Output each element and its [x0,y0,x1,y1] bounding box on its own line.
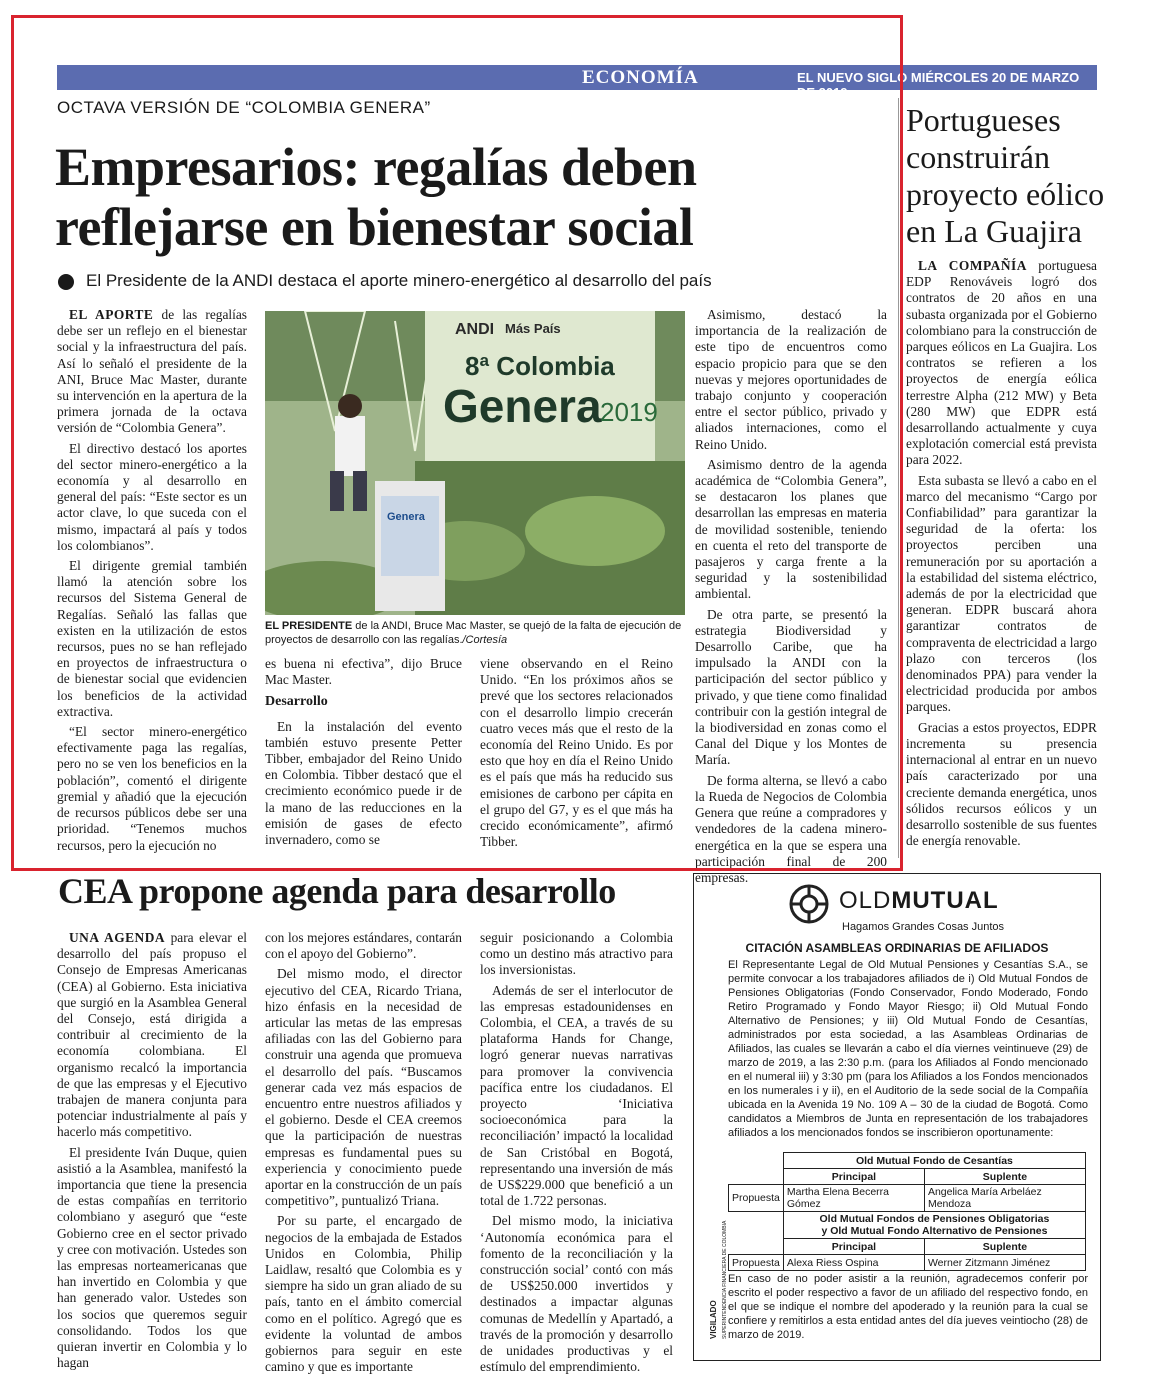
banner-mas-pais-logo: Más País [505,321,561,336]
caption-lead: EL PRESIDENTE [265,620,353,632]
section-title: ECONOMÍA [582,67,699,88]
header-principal: Principal [783,1239,924,1255]
banner-year: 2019 [600,397,658,427]
paragraph: es buena ni efectiva”, dijo Bruce Mac Master. [265,656,462,688]
paragraph: Por su parte, el encargado de negocios de la embajada de Estados Unidos en Colombia, Philip Laidlaw, resaltó que Colombia es y siempre ha sido un gran aliado de su país, tanto en el ámbito comercial como en el político. Agregó que es evidente la voluntad de ambos gobiernos para seguir en este camino y que es importante [265,1213,462,1375]
sidebar-headline-line: en La Guajira [906,213,1082,249]
highlight-frame [11,15,903,871]
banner-line-1: 8ª Colombia [465,351,615,381]
column-divider [898,98,899,858]
headline-line-1: Empresarios: regalías deben [55,137,697,197]
table-title-1: Old Mutual Fondo de Cesantías [783,1153,1085,1169]
caption-credit: /Cortesía [462,634,508,646]
paragraph: con los mejores estándares, contarán con el apoyo del Gobierno”. [265,930,462,962]
cell-suplente: Angelica María Arbeláez Mendoza [924,1185,1085,1212]
page-number: 7B [1126,65,1153,88]
sidebar-column [906,258,1097,853]
header-suplente: Suplente [924,1169,1085,1185]
paragraph: LA COMPAÑÍA portuguesa EDP Renováveis logró dos contratos de 20 años en una subasta organizada por el Gobierno colombiano para la construcción de parques eólicos en La Guajira. Los contratos se refieren a los proyectos de energía eólica terrestre Alpha (212 MW) y Beta (280 MW) que EDPR está desarrollando actualmente y cuya explotación comercial está prevista para 2022. [906,258,1098,468]
ad-brand [839,887,999,915]
sidebar-headline-line: construirán [906,139,1050,175]
paragraph-lead: UNA AGENDA [69,930,166,945]
paragraph: seguir posicionando a Colombia como un destino más atractivo para los inversionistas. [480,930,673,978]
article-subhead: El Presidente de la ANDI destaca el aporte minero-energético al desarrollo del país [86,271,712,290]
ad-brand-light: OLD [839,887,892,914]
table-title-2b: y Old Mutual Fondo Alternativo de Pensiones [821,1225,1048,1237]
paragraph: El presidente Iván Duque, quien asistió a la Asamblea, manifestó la importancia que tiene la presencia de estas compañías en territorio colombiano y aseguró que “este Gobierno cree en el sector privado y cree con motivación. Ustedes son las empresas norteamericanas que han invertido en Colombia y que han generado valor. Ustedes son los socios que queremos seguir consolidando. Todos los que quieran invertir en Colombia y lo hagan [57,1144,247,1371]
second-column-2 [265,930,462,1379]
paragraph: El dirigente gremial también llamó la atención sobre los recursos del Sistema General de Regalías. Señaló las fallas que existen en la utilización de estos recursos, pues no se han reflejado en proyectos de infraestructura o de bienestar social que evidencien los beneficios de la actividad extractiva. [57,558,247,719]
paragraph-lead: LA COMPAÑÍA [918,258,1027,273]
podium-text: Genera [387,511,425,523]
banner-line-2: Genera [443,380,602,432]
paragraph: viene observando en el Reino Unido. “En los próximos años se prevé que los sectores relacionados con el desarrollo limpio crecerán cuatro veces más que el resto de la economía del Reino Unido. Es por esto que hoy en día el Reino Unido es el país que más ha reducido sus emisiones de carbono per cápita en el grupo del G7, y es el que más ha crecido económicamente”, afirmó Tibber. [480,656,673,850]
paragraph-lead: EL APORTE [69,307,154,322]
second-column-3 [480,930,673,1379]
paragraph: Esta subasta se llevó a cabo en el marco del mecanismo “Cargo por Confiabilidad” para garantizar la seguridad de la oferta: los proyectos perciben una remuneración por su aportación a la estabilidad del sistema eléctrico, además de por la electricidad que generan. EDPR buscará ahora garantizar contratos de compraventa de electricidad a largo plazo con terceros (los denominados PPA) para vender la electricidad producida por ambos parques. [906,472,1097,715]
svg-text:VIGILADO: VIGILADO [709,1300,718,1339]
paragraph: De forma alterna, se llevó a cabo la Rueda de Negocios de Colombia Genera que reúne a compradores y vendedores de la cadena minero-energética en la que se espera una participación final de 200 empresas. [695,772,887,885]
paragraph: El directivo destacó los aportes del sector minero-energético a la economía y al desarrollo en general del país: “Este sector es un actor clave, lo que suceda con el mismo, impactará al país y todos los colombianos”. [57,440,247,553]
row-label: Propuesta [729,1185,784,1212]
second-column-1 [57,930,247,1375]
candidates-table [728,1152,1086,1271]
old-mutual-ad [693,873,1101,1361]
second-article-headline: CEA propone agenda para desarrollo [58,871,616,911]
paragraph: Asimismo, destacó la importancia de la realización de este tipo de encuentros como espacio propicio para que se den nuevas y mejores oportunidades de trabajo conjunto y cooperación entre el sector público, privado y aliados internaciones, como el Reino Unido. [695,307,887,452]
section-subheading: Desarrollo [265,694,328,710]
ad-brand-bold: MUTUAL [891,887,999,914]
newspaper-date: EL NUEVO SIGLO MIÉRCOLES 20 DE MARZO DE 2019 [797,70,1080,100]
table-title-2 [783,1212,1085,1239]
ad-title: CITACIÓN ASAMBLEAS ORDINARIAS DE AFILIADOS [745,941,1049,955]
paragraph: UNA AGENDA para elevar el desarrollo del país propuso el Consejo de Empresas Americanas (CEA) al Gobierno. Esta iniciativa que surgió en la Asamblea General del Consejo, está dirigida a contribuir al crecimiento de la economía colombiana. El organismo recalcó la importancia de que las empresas y el Ejecutivo trabajen de manera conjunta para potenciar industrialmente al país y hacerlo más competitivo. [57,930,247,1140]
svg-text:SUPERINTENDENCIA FINANCIERA DE: SUPERINTENDENCIA FINANCIERA DE COLOMBIA [722,1220,728,1339]
ad-tagline: Hagamos Grandes Cosas Juntos [842,921,1005,933]
paragraph: De otra parte, se presentó la estrategia Biodiversidad y Desarrollo Caribe, que ha impulsado la ANDI con la participación del sector público y privado, y que tiene como finalidad contribuir con la gestión integral de la biodiversidad en zonas como el Canal del Dique y los Montes de María. [695,606,887,768]
cell-principal: Alexa Riess Ospina [783,1255,924,1271]
sidebar-headline [906,102,1104,250]
paragraph: Además de ser el interlocutor de las empresas estadounidenses en Colombia, el CEA, a través de su plataforma Hands for Change, logró generar nuevas narrativas para promover la convivencia pacífica entre los ciudadanos. El proyecto ‘Iniciativa socioeconómica para la reconciliación’ impactó la localidad de San Cristóbal en Bogotá, representando una inversión de más de US$229.000 que benefició a un total de 1.722 personas. [480,982,673,1209]
header-principal: Principal [783,1169,924,1185]
paragraph: En la instalación del evento también estuvo presente Petter Tibber, embajador del Reino Unido en Colombia. Tibber destacó que el crecimiento económico puede ir de la mano de las reducciones en la emisión de gases de efecto invernadero, como se [265,718,462,848]
paragraph: Asimismo dentro de la agenda académica de “Colombia Genera”, se destacaron los planes que desarrollan las empresas en materia de movilidad sostenible, teniendo en cuenta el reto del transporte de pasajeros y carga frente a la seguridad y la sostenibilidad ambiental. [695,456,887,602]
caption-text: de la ANDI, Bruce Mac Master, se quejó de la falta de ejecución de proyectos de desarrollo con las regalías. [265,620,682,646]
paragraph: Del mismo modo, el director ejecutivo del CEA, Ricardo Triana, hizo énfasis en la necesidad de articular las metas de las empresas afiliadas con las del Gobierno para construir una agenda que promueva el desarrollo del país. “Buscamos generar cada vez más espacios de encuentro entre nuestros afiliados y el gobierno. Desde el CEA creemos que la participación de nuestras empresas es fundamental pues su experiencia y conocimiento puede aportar en la construcción de un país competitivo”, puntualizó Triana. [265,966,462,1209]
banner-andi-logo: ANDI [455,321,495,338]
paragraph: Del mismo modo, la iniciativa ‘Autonomía económica para el fomento de la reconciliación y la construcción social’ contó con más de US$250.000 invertidos y destinados a impactar algunas comunas de Medellín y Apartadó, a través de la promoción y desarrollo de unidades productivas y el estímulo del emprendimiento. [480,1213,673,1375]
headline-line-2: reflejarse en bienestar social [55,197,694,257]
sidebar-headline-line: proyecto eólico [906,176,1105,212]
paragraph: EL APORTE de las regalías debe ser un reflejo en el bienestar social y la infraestructura del país. Así lo señaló el presidente de la ANI, Bruce Mac Master, durante su intervención en la apertura de la primera jornada de la octava versión de “Colombia Genera”. [57,307,247,436]
article-kicker: OCTAVA VERSIÓN DE “COLOMBIA GENERA” [57,98,431,117]
ad-body: El Representante Legal de Old Mutual Pensiones y Cesantías S.A., se permite convocar a los trabajadores afiliados de i) Old Mutual Fondos de Pensiones Obligatorias (Fondo Conservador, Fondo Moderado, Fondo Retiro Programado y Fondo Mayor Riesgo; ii) Old Mutual Fondo Alternativo de Pensiones; y iii) Old Mutual Fondo de Cesantías, administrados por esta sociedad, a las Asambleas Ordinarias de Afiliados, las cuales se llevarán a cabo el día viernes veintinueve (29) de marzo de 2019, a las 2:30 p.m. (para los Afiliados al Fondo mencionado en el numeral iii) y 3:30 pm (para los Afiliados a los Fondos mencionados en los numerales i y ii), en el Auditorio de la sede social de la Compañía ubicada en la Avenida 19 No. 109 A – 30 de la ciudad de Bogotá. Como candidatos a Miembros de Junta en representación de los trabajadores afiliados a los mencionados fondos se inscribieron oportunamente: [728,959,1088,1139]
cell-principal: Martha Elena Becerra Gómez [783,1185,924,1212]
old-mutual-logo-icon [789,884,829,924]
paragraph: “El sector minero-energético efectivamente paga las regalías, pero no se ven los beneficios en la población”, comentó el dirigente gremial y añadió que la ejecución de recursos públicos debe ser una prioridad. “Tenemos muchos recursos, pero la ejecución no [57,724,247,853]
ad-footer: En caso de no poder asistir a la reunión, agradecemos conferir por escrito el poder respectivo a favor de un afiliado del respectivo fondo, en el que se indique el nombre del apoderado y la reunión para la cual se confiere y remitirlos a esta entidad antes del día jueves veintiocho (28) de marzo de 2019. [728,1273,1088,1341]
header-suplente: Suplente [924,1239,1085,1255]
row-label: Propuesta [729,1255,784,1271]
cell-suplente: Werner Zitzmann Jiménez [924,1255,1085,1271]
paragraph: Gracias a estos proyectos, EDPR incrementa su presencia internacional al entrar en un nuevo país caracterizado por una creciente demanda energética, unos sólidos recursos eólicos y un desarrollo sostenible de sus fuentes de energía renovable. [906,719,1097,849]
table-title-2a: Old Mutual Fondos de Pensiones Obligatorias [819,1213,1050,1225]
sidebar-headline-line: Portugueses [906,102,1061,138]
